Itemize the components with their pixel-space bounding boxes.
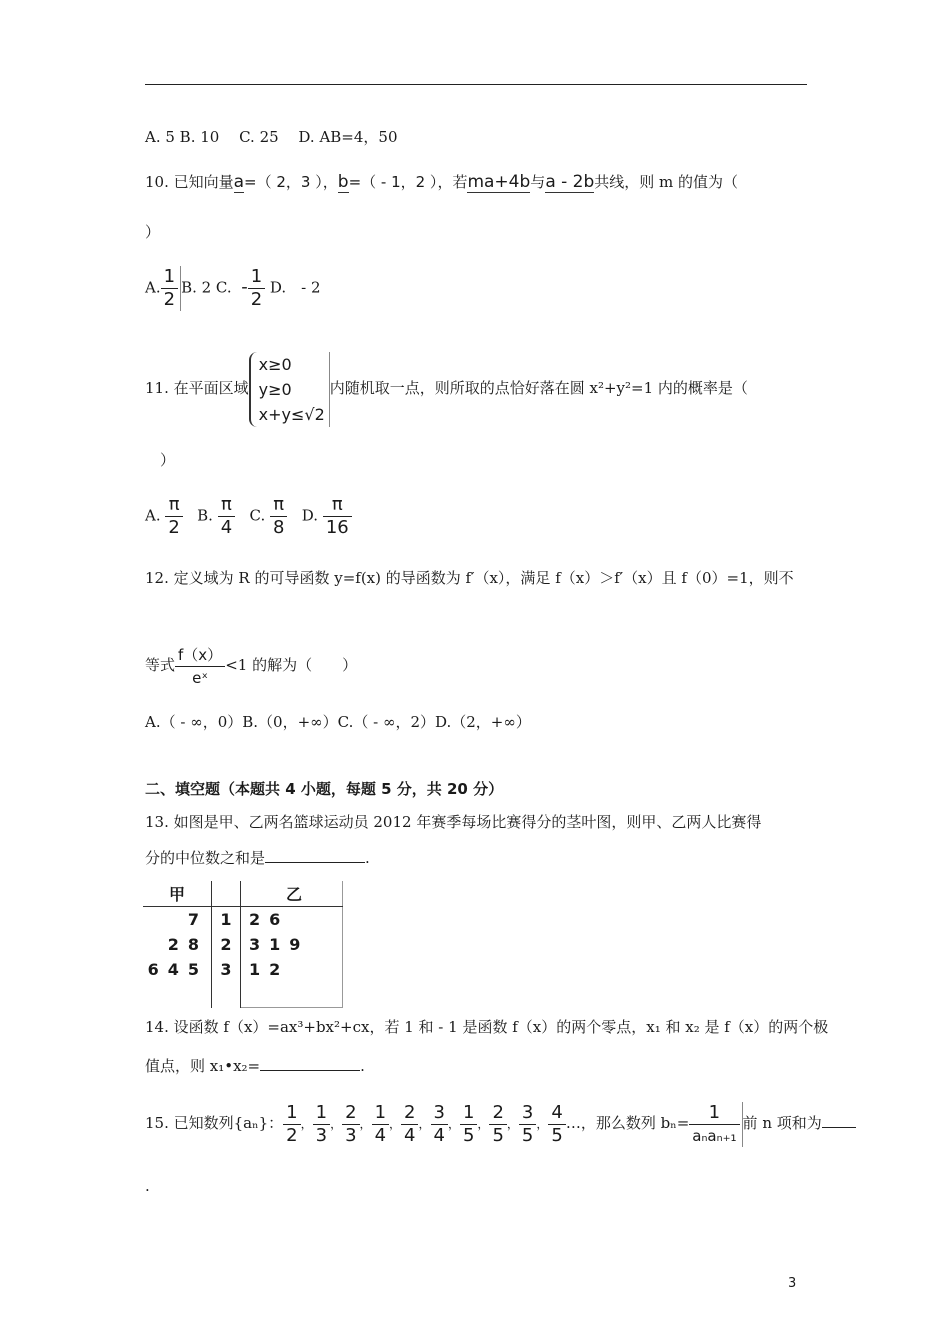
term-separator: ， [389, 1117, 402, 1131]
expr-ma-4b: ma+4b [467, 172, 531, 192]
q11-line1 [145, 348, 748, 428]
q10-options [145, 266, 321, 311]
vector-b: b [337, 172, 349, 192]
q10-frac-a-num: 1 [161, 266, 178, 289]
q10-frac-c [248, 266, 265, 311]
leaf-left: 7 [187, 910, 208, 929]
stem: 3 [212, 957, 241, 982]
expr-a-2b: a - 2b [545, 172, 595, 192]
term-den: 5 [492, 1124, 504, 1146]
section-title: 二、填空题（本题共 4 小题，每题 5 分，共 20 分） [145, 780, 504, 798]
sequence-term [548, 1102, 565, 1147]
q11-frac-b-num: π [218, 494, 235, 517]
leaf-right: 319 [241, 932, 343, 957]
term-num: 2 [342, 1102, 359, 1125]
q12-options: A.（ - ∞，0）B.（0，+∞）C.（ - ∞，2）D.（2，+∞） [145, 713, 531, 731]
q11-frac-c-num: π [270, 494, 287, 517]
header-stem [212, 881, 241, 907]
leaf-left-empty [143, 982, 212, 1008]
q9-options: A. 5 B. 10 C. 25 D. AB=4，50 [145, 128, 398, 146]
q15-suffix: 前 n 项和为 [742, 1114, 822, 1132]
header-jia: 甲 [143, 881, 212, 907]
term-separator: ， [300, 1117, 313, 1131]
q10-line1 [145, 172, 738, 192]
q15-line1 [145, 1098, 856, 1149]
term-den: 5 [462, 1124, 475, 1146]
term-separator: ， [447, 1117, 460, 1131]
q10-close: ） [145, 223, 161, 241]
q15-prefix: 15. 已知数列{aₙ}： [145, 1114, 284, 1132]
q12-frac [175, 644, 225, 689]
q10-with: 与 [530, 173, 546, 191]
q15-ellipsis: …，那么数列 bₙ= [565, 1114, 690, 1132]
q11-frac-a-num: π [165, 494, 182, 517]
q12-line2 [145, 640, 357, 690]
q14-line2-suffix: . [360, 1057, 365, 1075]
q13-answer-blank[interactable] [265, 862, 365, 863]
term-num: 1 [372, 1102, 389, 1125]
sequence-term [519, 1102, 536, 1147]
stem-leaf-plot [143, 881, 343, 1008]
q13-line2 [145, 848, 370, 868]
term-den: 4 [433, 1124, 445, 1146]
q14-line1: 14. 设函数 f（x）=ax³+bx²+cx，若 1 和 - 1 是函数 f（x）的两个零点，x₁ 和 x₂ 是 f（x）的两个极 [145, 1018, 829, 1036]
stem: 2 [212, 932, 241, 957]
q10-opt-a-label: A. [145, 278, 161, 297]
q11-opt-c-label: C. [249, 506, 266, 525]
sequence-term [342, 1102, 359, 1147]
vector-a: a [233, 172, 245, 192]
term-num: 2 [401, 1102, 418, 1125]
term-den: 4 [404, 1124, 416, 1146]
q15-answer-blank[interactable] [822, 1127, 856, 1128]
q14-line2 [145, 1056, 365, 1076]
term-num: 3 [519, 1102, 536, 1125]
term-separator: ， [477, 1117, 490, 1131]
q10-suffix: 共线，则 m 的值为（ [594, 173, 739, 191]
term-separator: ， [506, 1117, 519, 1131]
table-row [143, 907, 343, 933]
sequence-term [283, 1102, 300, 1147]
term-num: 4 [548, 1102, 565, 1125]
q11-frac-b-den: 4 [220, 517, 233, 538]
q11-opt-d-label: D. [301, 506, 319, 525]
stem-empty [212, 982, 241, 1008]
q10-opt-d: D. - 2 [265, 278, 321, 297]
q11-frac-b [218, 494, 235, 539]
bn-frac-num: 1 [689, 1102, 739, 1125]
q13-line1: 13. 如图是甲、乙两名篮球运动员 2012 年赛季每场比赛得分的茎叶图，则甲、乙两人比赛得 [145, 813, 762, 831]
q11-frac-a [165, 494, 182, 539]
q11-frac-a-den: 2 [168, 517, 180, 538]
q10-frac-c-den: 2 [250, 289, 263, 310]
q15-end: . [145, 1177, 150, 1195]
stem-leaf-header [143, 881, 343, 907]
term-num: 1 [313, 1102, 330, 1125]
stem: 1 [212, 907, 241, 933]
q11-frac-d-den: 16 [325, 517, 349, 538]
leaf-right-empty [241, 982, 343, 1008]
sequence-term [401, 1102, 418, 1147]
q11-prefix: 11. 在平面区域 [145, 379, 249, 397]
leaf-left: 645 [147, 960, 208, 979]
q10-frac-c-sign: - [241, 276, 248, 298]
term-den: 5 [551, 1124, 563, 1146]
term-num: 3 [431, 1102, 448, 1125]
q11-opt-b-label: B. [197, 506, 213, 525]
q12-frac-num: f（x） [175, 644, 225, 667]
q11-frac-c-den: 8 [273, 517, 285, 538]
q13-line2-suffix: . [365, 849, 370, 867]
term-separator: ， [418, 1117, 431, 1131]
q14-answer-blank[interactable] [260, 1070, 360, 1071]
term-num: 2 [489, 1102, 506, 1125]
q10-frac-a [161, 266, 181, 311]
q10-prefix: 10. 已知向量 [145, 173, 234, 191]
q12-frac-den: eˣ [192, 668, 209, 687]
bn-frac [689, 1102, 742, 1147]
q12-prefix: 等式 [145, 656, 176, 674]
term-separator: ， [359, 1117, 372, 1131]
q11-frac-c [270, 494, 287, 539]
leaf-right: 12 [241, 957, 343, 982]
q12-line1: 12. 定义域为 R 的可导函数 y=f(x) 的导函数为 f′（x），满足 f（x）＞f′（x）且 f（0）=1，则不 [145, 569, 794, 587]
sequence-term [431, 1102, 448, 1147]
q11-options [145, 494, 352, 539]
header-rule [145, 84, 807, 85]
q10-frac-a-den: 2 [163, 289, 176, 310]
a-value: =（ 2，3 ） [244, 173, 323, 191]
sequence-term [372, 1102, 389, 1147]
q10-frac-c-num: 1 [248, 266, 265, 289]
table-row [143, 957, 343, 982]
q10-opt-bc: B. 2 C. [181, 278, 232, 297]
table-row [143, 932, 343, 957]
q11-opt-a-label: A. [145, 506, 161, 525]
sequence-term [489, 1102, 506, 1147]
term-num: 1 [460, 1102, 477, 1125]
sequence-term [460, 1102, 477, 1147]
q12-suffix: <1 的解为（ ） [225, 656, 358, 674]
q11-suffix: 内随机取一点，则所取的点恰好落在圆 x²+y²=1 内的概率是（ [329, 379, 748, 397]
bn-frac-den: aₙaₙ₊₁ [692, 1126, 737, 1145]
term-den: 3 [345, 1124, 357, 1146]
constraint-3: x+y≤√2 [258, 404, 325, 424]
constraint-1: x≥0 [258, 354, 292, 374]
q11-close: ） [160, 451, 176, 469]
table-row-empty [143, 982, 343, 1008]
q13-line2-prefix: 分的中位数之和是 [145, 849, 266, 867]
term-den: 3 [315, 1124, 328, 1146]
term-den: 5 [521, 1124, 534, 1146]
page-number: 3 [788, 1276, 797, 1291]
term-separator: ， [330, 1117, 343, 1131]
term-den: 4 [374, 1124, 387, 1146]
term-den: 2 [286, 1124, 298, 1146]
sequence-terms [283, 1101, 566, 1146]
region-system [249, 352, 330, 427]
header-yi: 乙 [241, 881, 343, 907]
leaf-left: 28 [167, 935, 208, 954]
q14-line2-prefix: 值点，则 x₁•x₂= [145, 1057, 261, 1075]
leaf-right: 26 [241, 907, 343, 933]
term-num: 1 [283, 1102, 300, 1125]
term-separator: ， [536, 1117, 549, 1131]
sequence-term [313, 1102, 330, 1147]
constraint-2: y≥0 [258, 379, 292, 399]
q11-frac-d [323, 494, 352, 539]
q11-frac-d-num: π [323, 494, 352, 517]
q10-sep: ， [322, 173, 338, 191]
q10-mid: ，若 [437, 173, 468, 191]
b-value: =（ - 1，2 ） [348, 173, 438, 191]
